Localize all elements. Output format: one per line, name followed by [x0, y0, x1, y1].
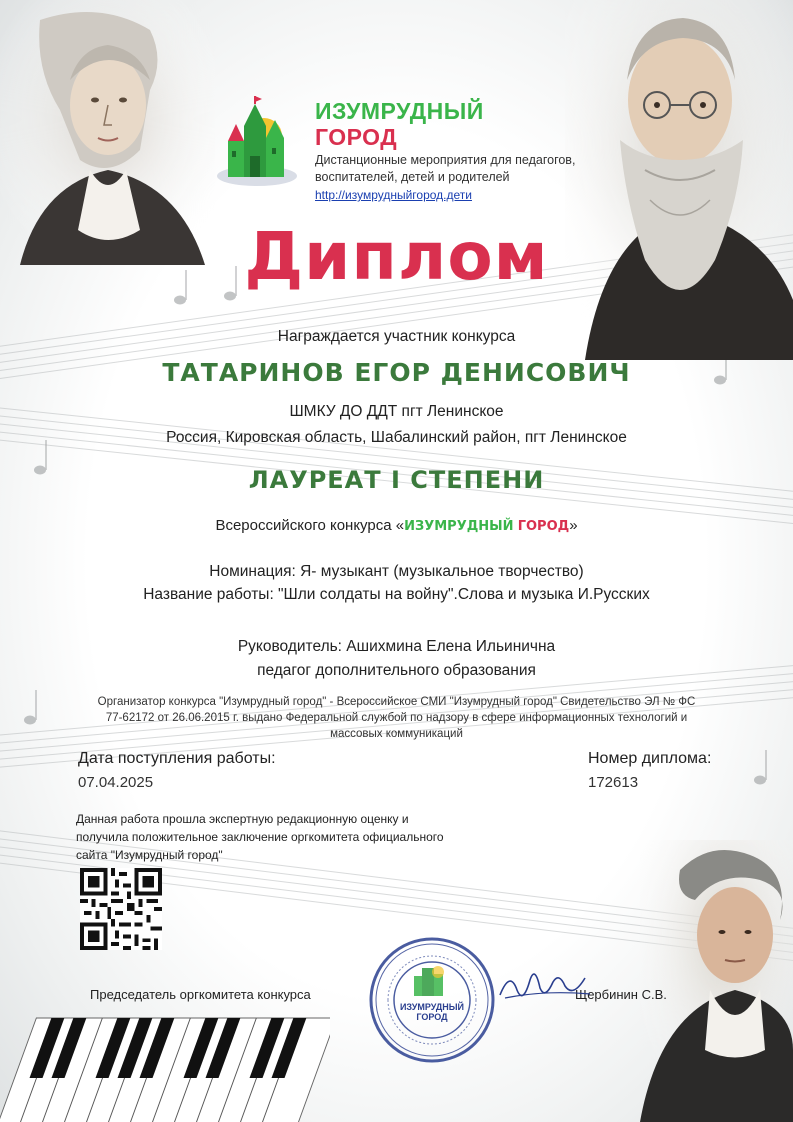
participant-name: ТАТАРИНОВ ЕГОР ДЕНИСОВИЧ [162, 358, 631, 387]
organizer-note: Организатор конкурса "Изумрудный город" - Всероссийское СМИ "Изумрудный город" Свидетельство ЭЛ № ФС 77-62172 от 26.06.2015 г. выдано Федеральной службой по надзору в сфере информационных технологий и массовых коммуникаций [97, 696, 696, 740]
emerald-city-logo-icon [214, 96, 300, 188]
piano-keys-decoration [0, 1008, 330, 1122]
awarded-text: Награждается участник конкурса [277, 328, 516, 345]
supervisor: Руководитель: Ашихмина Елена Ильинична [237, 638, 556, 655]
work-title: Название работы: "Шли солдаты на войну".Слова и музыка И.Русских [143, 586, 650, 603]
contest-name-green: ИЗУМРУДНЫЙ [404, 519, 514, 534]
review-note: Данная работа прошла экспертную редакционную оценку и получила положительное заключение оргкомитета официального сайта "Изумрудный город" [76, 812, 444, 862]
signature [495, 960, 595, 1010]
supervisor-position: педагог дополнительного образования [257, 662, 536, 679]
diploma-number-label: Номер диплома: [588, 750, 712, 767]
brand-subtitle: Дистанционные мероприятия для педагогов, воспитателей, детей и родителей [315, 153, 576, 184]
chair-label: Председатель оргкомитета конкурса [90, 987, 311, 1002]
date-label: Дата поступления работы: [78, 750, 276, 767]
qr-code-icon[interactable] [80, 868, 162, 950]
contest-line [100, 517, 693, 534]
contest-prefix: Всероссийского конкурса « [215, 517, 405, 534]
contest-suffix: » [569, 517, 578, 534]
location: Россия, Кировская область, Шабалинский район, пгт Ленинское [166, 429, 627, 446]
organization: ШМКУ ДО ДДТ пгт Ленинское [289, 403, 504, 420]
stamp-text-1: ИЗУМРУДНЫЙ [399, 1002, 465, 1012]
beethoven-portrait [640, 840, 793, 1122]
brand-name-line2: ГОРОД [315, 124, 398, 150]
date-value: 07.04.2025 [78, 774, 154, 791]
chair-name: Щербинин С.В. [575, 987, 667, 1002]
stamp-text-2: ГОРОД [416, 1012, 448, 1022]
award-level: ЛАУРЕАТ I СТЕПЕНИ [248, 466, 545, 494]
brand-name-line1: ИЗУМРУДНЫЙ [315, 98, 484, 124]
diploma-title: Диплом [244, 218, 549, 295]
nomination: Номинация: Я- музыкант (музыкальное творчество) [209, 563, 584, 580]
brand-url-link[interactable]: http://изумрудныйгород.дети [315, 188, 472, 202]
diploma-number-value: 172613 [588, 774, 639, 791]
official-seal-stamp [368, 936, 496, 1064]
contest-name-red: ГОРОД [517, 519, 570, 534]
